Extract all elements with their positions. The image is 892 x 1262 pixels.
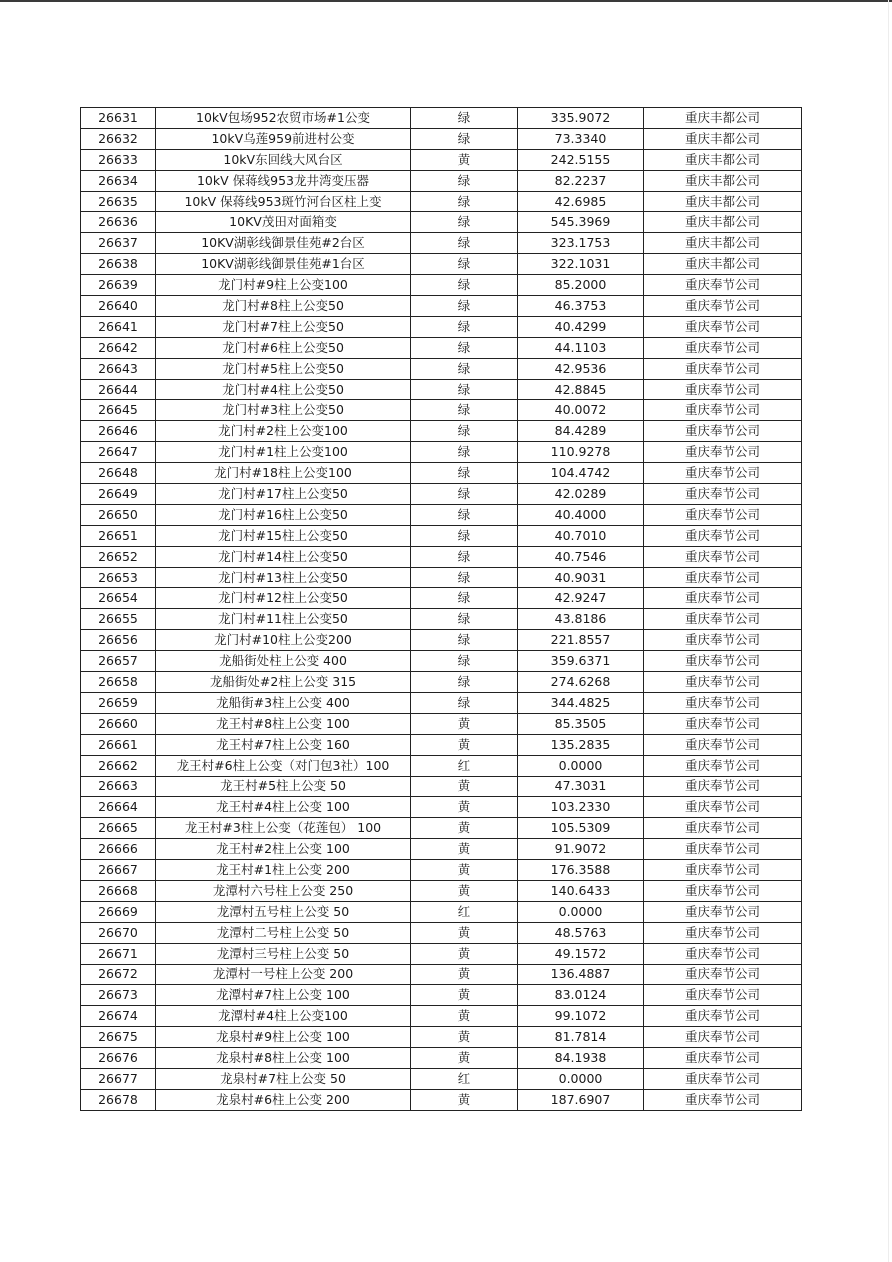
company-cell: 重庆奉节公司 <box>644 692 802 713</box>
transformer-name-cell: 龙门村#15柱上公变50 <box>156 525 411 546</box>
row-id-cell: 26642 <box>81 337 156 358</box>
table-row <box>81 609 802 630</box>
value-cell: 46.3753 <box>518 296 644 317</box>
table-row <box>81 149 802 170</box>
status-cell: 绿 <box>411 588 518 609</box>
row-id-cell: 26648 <box>81 463 156 484</box>
status-cell: 绿 <box>411 609 518 630</box>
status-cell: 黄 <box>411 1027 518 1048</box>
status-cell: 绿 <box>411 442 518 463</box>
transformer-name-cell: 龙潭村六号柱上公变 250 <box>156 880 411 901</box>
value-cell: 0.0000 <box>518 1068 644 1089</box>
row-id-cell: 26670 <box>81 922 156 943</box>
table-row <box>81 233 802 254</box>
row-id-cell: 26654 <box>81 588 156 609</box>
table-row <box>81 651 802 672</box>
status-cell: 黄 <box>411 797 518 818</box>
row-id-cell: 26644 <box>81 379 156 400</box>
value-cell: 103.2330 <box>518 797 644 818</box>
status-cell: 黄 <box>411 818 518 839</box>
value-cell: 84.4289 <box>518 421 644 442</box>
company-cell: 重庆奉节公司 <box>644 296 802 317</box>
value-cell: 43.8186 <box>518 609 644 630</box>
status-cell: 黄 <box>411 1048 518 1069</box>
value-cell: 359.6371 <box>518 651 644 672</box>
transformer-name-cell: 龙王村#2柱上公变 100 <box>156 839 411 860</box>
transformer-name-cell: 龙门村#6柱上公变50 <box>156 337 411 358</box>
value-cell: 47.3031 <box>518 776 644 797</box>
transformer-name-cell: 龙门村#11柱上公变50 <box>156 609 411 630</box>
value-cell: 73.3340 <box>518 128 644 149</box>
transformer-name-cell: 10kV乌莲959前进村公变 <box>156 128 411 149</box>
table-row <box>81 672 802 693</box>
status-cell: 黄 <box>411 964 518 985</box>
status-cell: 黄 <box>411 776 518 797</box>
row-id-cell: 26636 <box>81 212 156 233</box>
company-cell: 重庆奉节公司 <box>644 275 802 296</box>
table-row <box>81 1068 802 1089</box>
transformer-name-cell: 龙门村#1柱上公变100 <box>156 442 411 463</box>
status-cell: 绿 <box>411 421 518 442</box>
table-row <box>81 567 802 588</box>
company-cell: 重庆奉节公司 <box>644 337 802 358</box>
row-id-cell: 26661 <box>81 734 156 755</box>
value-cell: 110.9278 <box>518 442 644 463</box>
row-id-cell: 26646 <box>81 421 156 442</box>
value-cell: 545.3969 <box>518 212 644 233</box>
value-cell: 44.1103 <box>518 337 644 358</box>
transformer-name-cell: 龙潭村二号柱上公变 50 <box>156 922 411 943</box>
status-cell: 黄 <box>411 734 518 755</box>
table-row <box>81 964 802 985</box>
company-cell: 重庆奉节公司 <box>644 609 802 630</box>
company-cell: 重庆奉节公司 <box>644 630 802 651</box>
value-cell: 85.3505 <box>518 713 644 734</box>
value-cell: 42.8845 <box>518 379 644 400</box>
row-id-cell: 26650 <box>81 504 156 525</box>
table-body <box>81 108 802 1111</box>
transformer-name-cell: 龙门村#13柱上公变50 <box>156 567 411 588</box>
table-row <box>81 901 802 922</box>
value-cell: 40.9031 <box>518 567 644 588</box>
transformer-name-cell: 龙潭村三号柱上公变 50 <box>156 943 411 964</box>
row-id-cell: 26657 <box>81 651 156 672</box>
status-cell: 黄 <box>411 1089 518 1110</box>
row-id-cell: 26677 <box>81 1068 156 1089</box>
company-cell: 重庆丰都公司 <box>644 212 802 233</box>
transformer-name-cell: 10kV东回线大风台区 <box>156 149 411 170</box>
table-row <box>81 1006 802 1027</box>
row-id-cell: 26649 <box>81 484 156 505</box>
row-id-cell: 26669 <box>81 901 156 922</box>
company-cell: 重庆奉节公司 <box>644 525 802 546</box>
status-cell: 黄 <box>411 985 518 1006</box>
transformer-name-cell: 龙门村#9柱上公变100 <box>156 275 411 296</box>
row-id-cell: 26666 <box>81 839 156 860</box>
table-row <box>81 880 802 901</box>
table-row <box>81 1048 802 1069</box>
transformer-name-cell: 龙王村#1柱上公变 200 <box>156 860 411 881</box>
table-row <box>81 755 802 776</box>
transformer-name-cell: 龙门村#14柱上公变50 <box>156 546 411 567</box>
status-cell: 绿 <box>411 358 518 379</box>
page-top-border <box>0 0 892 2</box>
transformer-name-cell: 10kV 保蒋线953斑竹河台区柱上变 <box>156 191 411 212</box>
table-row <box>81 316 802 337</box>
status-cell: 绿 <box>411 692 518 713</box>
company-cell: 重庆奉节公司 <box>644 818 802 839</box>
status-cell: 红 <box>411 1068 518 1089</box>
value-cell: 135.2835 <box>518 734 644 755</box>
status-cell: 绿 <box>411 275 518 296</box>
company-cell: 重庆奉节公司 <box>644 943 802 964</box>
company-cell: 重庆奉节公司 <box>644 316 802 337</box>
value-cell: 104.4742 <box>518 463 644 484</box>
row-id-cell: 26635 <box>81 191 156 212</box>
transformer-name-cell: 龙王村#5柱上公变 50 <box>156 776 411 797</box>
page-right-edge <box>888 0 889 1262</box>
transformer-name-cell: 龙王村#6柱上公变（对门包3社）100 <box>156 755 411 776</box>
table-row <box>81 588 802 609</box>
row-id-cell: 26634 <box>81 170 156 191</box>
table-row <box>81 860 802 881</box>
company-cell: 重庆丰都公司 <box>644 170 802 191</box>
transformer-name-cell: 龙门村#16柱上公变50 <box>156 504 411 525</box>
row-id-cell: 26632 <box>81 128 156 149</box>
status-cell: 绿 <box>411 233 518 254</box>
company-cell: 重庆奉节公司 <box>644 651 802 672</box>
table-row <box>81 442 802 463</box>
status-cell: 黄 <box>411 922 518 943</box>
row-id-cell: 26673 <box>81 985 156 1006</box>
company-cell: 重庆奉节公司 <box>644 1027 802 1048</box>
row-id-cell: 26675 <box>81 1027 156 1048</box>
row-id-cell: 26640 <box>81 296 156 317</box>
company-cell: 重庆奉节公司 <box>644 901 802 922</box>
table-row <box>81 296 802 317</box>
status-cell: 黄 <box>411 943 518 964</box>
company-cell: 重庆奉节公司 <box>644 964 802 985</box>
company-cell: 重庆奉节公司 <box>644 672 802 693</box>
company-cell: 重庆奉节公司 <box>644 546 802 567</box>
transformer-name-cell: 龙门村#5柱上公变50 <box>156 358 411 379</box>
status-cell: 绿 <box>411 504 518 525</box>
value-cell: 187.6907 <box>518 1089 644 1110</box>
transformer-name-cell: 龙门村#4柱上公变50 <box>156 379 411 400</box>
status-cell: 红 <box>411 901 518 922</box>
row-id-cell: 26643 <box>81 358 156 379</box>
transformer-name-cell: 龙王村#3柱上公变（花莲包） 100 <box>156 818 411 839</box>
status-cell: 绿 <box>411 567 518 588</box>
transformer-name-cell: 龙泉村#6柱上公变 200 <box>156 1089 411 1110</box>
table-row <box>81 108 802 129</box>
value-cell: 84.1938 <box>518 1048 644 1069</box>
transformer-name-cell: 龙泉村#7柱上公变 50 <box>156 1068 411 1089</box>
row-id-cell: 26656 <box>81 630 156 651</box>
row-id-cell: 26655 <box>81 609 156 630</box>
company-cell: 重庆奉节公司 <box>644 504 802 525</box>
transformer-name-cell: 龙泉村#8柱上公变 100 <box>156 1048 411 1069</box>
value-cell: 105.5309 <box>518 818 644 839</box>
table-row <box>81 985 802 1006</box>
value-cell: 42.6985 <box>518 191 644 212</box>
value-cell: 176.3588 <box>518 860 644 881</box>
status-cell: 绿 <box>411 400 518 421</box>
company-cell: 重庆丰都公司 <box>644 108 802 129</box>
table-row <box>81 630 802 651</box>
status-cell: 绿 <box>411 484 518 505</box>
table-row <box>81 463 802 484</box>
transformer-name-cell: 龙门村#2柱上公变100 <box>156 421 411 442</box>
transformer-name-cell: 龙船街处柱上公变 400 <box>156 651 411 672</box>
value-cell: 322.1031 <box>518 254 644 275</box>
company-cell: 重庆奉节公司 <box>644 484 802 505</box>
company-cell: 重庆丰都公司 <box>644 254 802 275</box>
company-cell: 重庆奉节公司 <box>644 1089 802 1110</box>
value-cell: 82.2237 <box>518 170 644 191</box>
transformer-name-cell: 龙潭村#4柱上公变100 <box>156 1006 411 1027</box>
company-cell: 重庆奉节公司 <box>644 421 802 442</box>
value-cell: 0.0000 <box>518 901 644 922</box>
status-cell: 绿 <box>411 128 518 149</box>
table-row <box>81 212 802 233</box>
transformer-name-cell: 10kV包场952农贸市场#1公变 <box>156 108 411 129</box>
company-cell: 重庆奉节公司 <box>644 358 802 379</box>
company-cell: 重庆奉节公司 <box>644 588 802 609</box>
value-cell: 136.4887 <box>518 964 644 985</box>
status-cell: 黄 <box>411 839 518 860</box>
table-row <box>81 546 802 567</box>
status-cell: 绿 <box>411 337 518 358</box>
value-cell: 99.1072 <box>518 1006 644 1027</box>
row-id-cell: 26647 <box>81 442 156 463</box>
value-cell: 83.0124 <box>518 985 644 1006</box>
transformer-name-cell: 龙潭村#7柱上公变 100 <box>156 985 411 1006</box>
status-cell: 黄 <box>411 880 518 901</box>
table-row <box>81 254 802 275</box>
row-id-cell: 26674 <box>81 1006 156 1027</box>
value-cell: 40.0072 <box>518 400 644 421</box>
row-id-cell: 26668 <box>81 880 156 901</box>
value-cell: 81.7814 <box>518 1027 644 1048</box>
value-cell: 40.7546 <box>518 546 644 567</box>
transformer-name-cell: 龙门村#7柱上公变50 <box>156 316 411 337</box>
company-cell: 重庆奉节公司 <box>644 1068 802 1089</box>
status-cell: 绿 <box>411 672 518 693</box>
status-cell: 绿 <box>411 191 518 212</box>
status-cell: 黄 <box>411 860 518 881</box>
table-row <box>81 275 802 296</box>
table-row <box>81 1089 802 1110</box>
value-cell: 0.0000 <box>518 755 644 776</box>
table-row <box>81 358 802 379</box>
table-row <box>81 379 802 400</box>
row-id-cell: 26637 <box>81 233 156 254</box>
table-row <box>81 170 802 191</box>
status-cell: 绿 <box>411 212 518 233</box>
table-row <box>81 713 802 734</box>
table-row <box>81 128 802 149</box>
row-id-cell: 26660 <box>81 713 156 734</box>
company-cell: 重庆奉节公司 <box>644 567 802 588</box>
table-row <box>81 818 802 839</box>
table-row <box>81 734 802 755</box>
row-id-cell: 26659 <box>81 692 156 713</box>
company-cell: 重庆奉节公司 <box>644 1006 802 1027</box>
table-row <box>81 191 802 212</box>
row-id-cell: 26652 <box>81 546 156 567</box>
transformer-name-cell: 10KV茂田对面箱变 <box>156 212 411 233</box>
transformer-name-cell: 10KV湖彰线御景佳苑#1台区 <box>156 254 411 275</box>
row-id-cell: 26667 <box>81 860 156 881</box>
table-row <box>81 484 802 505</box>
value-cell: 242.5155 <box>518 149 644 170</box>
transformer-name-cell: 龙王村#7柱上公变 160 <box>156 734 411 755</box>
transformer-name-cell: 龙船街#3柱上公变 400 <box>156 692 411 713</box>
row-id-cell: 26665 <box>81 818 156 839</box>
row-id-cell: 26664 <box>81 797 156 818</box>
value-cell: 42.0289 <box>518 484 644 505</box>
row-id-cell: 26676 <box>81 1048 156 1069</box>
table-row <box>81 400 802 421</box>
table-row <box>81 922 802 943</box>
transformer-name-cell: 10kV 保蒋线953龙井湾变压器 <box>156 170 411 191</box>
company-cell: 重庆丰都公司 <box>644 233 802 254</box>
company-cell: 重庆奉节公司 <box>644 379 802 400</box>
value-cell: 91.9072 <box>518 839 644 860</box>
value-cell: 40.4299 <box>518 316 644 337</box>
table-row <box>81 839 802 860</box>
transformer-name-cell: 龙船街处#2柱上公变 315 <box>156 672 411 693</box>
row-id-cell: 26645 <box>81 400 156 421</box>
transformer-name-cell: 龙门村#3柱上公变50 <box>156 400 411 421</box>
company-cell: 重庆丰都公司 <box>644 128 802 149</box>
row-id-cell: 26641 <box>81 316 156 337</box>
row-id-cell: 26651 <box>81 525 156 546</box>
value-cell: 221.8557 <box>518 630 644 651</box>
table-row <box>81 504 802 525</box>
company-cell: 重庆奉节公司 <box>644 400 802 421</box>
company-cell: 重庆奉节公司 <box>644 1048 802 1069</box>
company-cell: 重庆丰都公司 <box>644 191 802 212</box>
row-id-cell: 26633 <box>81 149 156 170</box>
row-id-cell: 26658 <box>81 672 156 693</box>
status-cell: 绿 <box>411 546 518 567</box>
company-cell: 重庆奉节公司 <box>644 463 802 484</box>
status-cell: 绿 <box>411 379 518 400</box>
value-cell: 42.9247 <box>518 588 644 609</box>
table-row <box>81 1027 802 1048</box>
status-cell: 绿 <box>411 170 518 191</box>
company-cell: 重庆奉节公司 <box>644 880 802 901</box>
transformer-name-cell: 龙王村#4柱上公变 100 <box>156 797 411 818</box>
status-cell: 绿 <box>411 254 518 275</box>
value-cell: 140.6433 <box>518 880 644 901</box>
company-cell: 重庆奉节公司 <box>644 839 802 860</box>
status-cell: 黄 <box>411 713 518 734</box>
status-cell: 绿 <box>411 525 518 546</box>
transformer-name-cell: 龙门村#10柱上公变200 <box>156 630 411 651</box>
value-cell: 323.1753 <box>518 233 644 254</box>
row-id-cell: 26663 <box>81 776 156 797</box>
transformer-name-cell: 10KV湖彰线御景佳苑#2台区 <box>156 233 411 254</box>
row-id-cell: 26653 <box>81 567 156 588</box>
status-cell: 绿 <box>411 108 518 129</box>
row-id-cell: 26678 <box>81 1089 156 1110</box>
status-cell: 红 <box>411 755 518 776</box>
company-cell: 重庆奉节公司 <box>644 755 802 776</box>
transformer-name-cell: 龙潭村五号柱上公变 50 <box>156 901 411 922</box>
value-cell: 40.7010 <box>518 525 644 546</box>
value-cell: 335.9072 <box>518 108 644 129</box>
value-cell: 85.2000 <box>518 275 644 296</box>
company-cell: 重庆奉节公司 <box>644 860 802 881</box>
status-cell: 绿 <box>411 316 518 337</box>
table-row <box>81 421 802 442</box>
table-row <box>81 797 802 818</box>
status-cell: 绿 <box>411 463 518 484</box>
transformer-name-cell: 龙潭村一号柱上公变 200 <box>156 964 411 985</box>
table-row <box>81 943 802 964</box>
value-cell: 344.4825 <box>518 692 644 713</box>
status-cell: 绿 <box>411 651 518 672</box>
row-id-cell: 26638 <box>81 254 156 275</box>
company-cell: 重庆奉节公司 <box>644 442 802 463</box>
transformer-name-cell: 龙门村#17柱上公变50 <box>156 484 411 505</box>
table-row <box>81 776 802 797</box>
value-cell: 49.1572 <box>518 943 644 964</box>
company-cell: 重庆奉节公司 <box>644 985 802 1006</box>
value-cell: 42.9536 <box>518 358 644 379</box>
transformer-name-cell: 龙门村#8柱上公变50 <box>156 296 411 317</box>
table-row <box>81 337 802 358</box>
value-cell: 274.6268 <box>518 672 644 693</box>
row-id-cell: 26672 <box>81 964 156 985</box>
transformer-name-cell: 龙门村#18柱上公变100 <box>156 463 411 484</box>
company-cell: 重庆奉节公司 <box>644 713 802 734</box>
company-cell: 重庆丰都公司 <box>644 149 802 170</box>
transformer-name-cell: 龙门村#12柱上公变50 <box>156 588 411 609</box>
status-cell: 绿 <box>411 296 518 317</box>
status-cell: 绿 <box>411 630 518 651</box>
status-cell: 黄 <box>411 1006 518 1027</box>
transformer-name-cell: 龙泉村#9柱上公变 100 <box>156 1027 411 1048</box>
table-row <box>81 525 802 546</box>
row-id-cell: 26662 <box>81 755 156 776</box>
company-cell: 重庆奉节公司 <box>644 776 802 797</box>
value-cell: 48.5763 <box>518 922 644 943</box>
status-cell: 黄 <box>411 149 518 170</box>
value-cell: 40.4000 <box>518 504 644 525</box>
transformer-table <box>80 107 802 1111</box>
row-id-cell: 26639 <box>81 275 156 296</box>
company-cell: 重庆奉节公司 <box>644 734 802 755</box>
row-id-cell: 26671 <box>81 943 156 964</box>
company-cell: 重庆奉节公司 <box>644 797 802 818</box>
company-cell: 重庆奉节公司 <box>644 922 802 943</box>
row-id-cell: 26631 <box>81 108 156 129</box>
transformer-name-cell: 龙王村#8柱上公变 100 <box>156 713 411 734</box>
table-row <box>81 692 802 713</box>
